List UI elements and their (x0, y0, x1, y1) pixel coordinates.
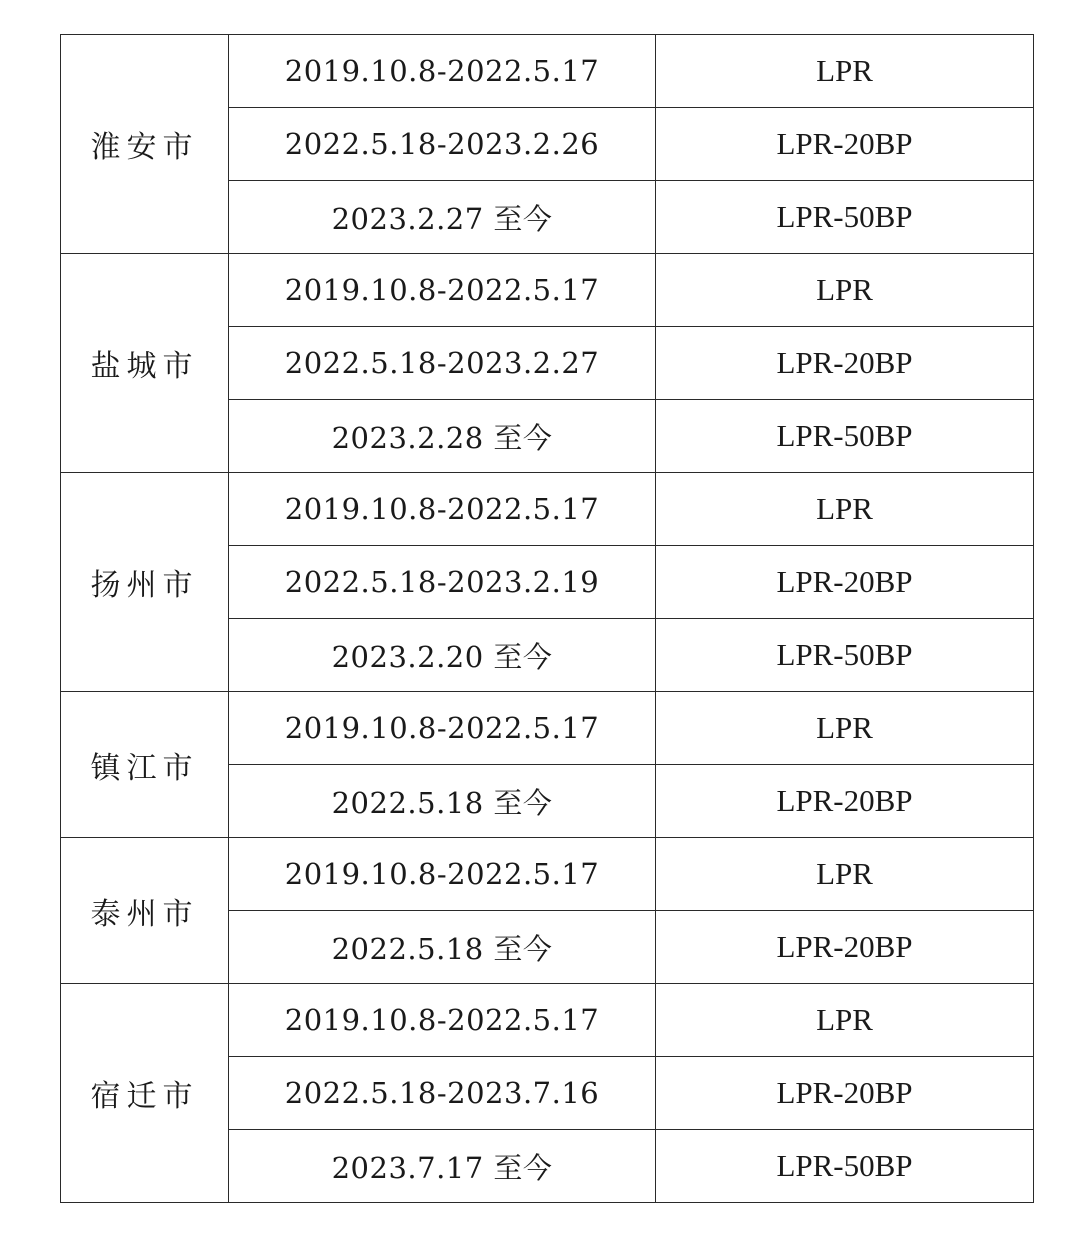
period-cell: 2019.10.8-2022.5.17 (229, 35, 656, 108)
table-row (61, 692, 1034, 765)
city-cell: 泰州市 (61, 838, 229, 984)
table-row (61, 473, 1034, 546)
period-cell: 2019.10.8-2022.5.17 (229, 838, 656, 911)
table-row (61, 838, 1034, 911)
city-cell: 镇江市 (61, 692, 229, 838)
period-cell: 2022.5.18-2023.2.26 (229, 108, 656, 181)
period-cell: 2023.2.20 至今 (229, 619, 656, 692)
rate-table (60, 34, 1034, 1203)
city-cell: 宿迁市 (61, 984, 229, 1203)
rate-cell: LPR-20BP (656, 1057, 1034, 1130)
table-row (61, 984, 1034, 1057)
rate-cell: LPR (656, 473, 1034, 546)
table-row (61, 35, 1034, 108)
rate-cell: LPR-50BP (656, 619, 1034, 692)
rate-cell: LPR-20BP (656, 765, 1034, 838)
city-cell: 扬州市 (61, 473, 229, 692)
rate-cell: LPR-20BP (656, 911, 1034, 984)
period-cell: 2023.2.27 至今 (229, 181, 656, 254)
period-cell: 2022.5.18 至今 (229, 911, 656, 984)
rate-cell: LPR-50BP (656, 1130, 1034, 1203)
period-cell: 2022.5.18-2023.7.16 (229, 1057, 656, 1130)
period-cell: 2019.10.8-2022.5.17 (229, 984, 656, 1057)
city-cell: 淮安市 (61, 35, 229, 254)
rate-cell: LPR (656, 35, 1034, 108)
period-cell: 2023.7.17 至今 (229, 1130, 656, 1203)
rate-cell: LPR (656, 984, 1034, 1057)
rate-cell: LPR-20BP (656, 108, 1034, 181)
period-cell: 2022.5.18-2023.2.19 (229, 546, 656, 619)
period-cell: 2019.10.8-2022.5.17 (229, 692, 656, 765)
city-cell: 盐城市 (61, 254, 229, 473)
period-cell: 2019.10.8-2022.5.17 (229, 254, 656, 327)
rate-cell: LPR-50BP (656, 181, 1034, 254)
period-cell: 2023.2.28 至今 (229, 400, 656, 473)
rate-cell: LPR-50BP (656, 400, 1034, 473)
rate-cell: LPR (656, 838, 1034, 911)
rate-table-body (61, 35, 1034, 1203)
period-cell: 2022.5.18 至今 (229, 765, 656, 838)
period-cell: 2022.5.18-2023.2.27 (229, 327, 656, 400)
period-cell: 2019.10.8-2022.5.17 (229, 473, 656, 546)
rate-cell: LPR (656, 254, 1034, 327)
rate-cell: LPR-20BP (656, 546, 1034, 619)
rate-cell: LPR (656, 692, 1034, 765)
rate-cell: LPR-20BP (656, 327, 1034, 400)
table-row (61, 254, 1034, 327)
